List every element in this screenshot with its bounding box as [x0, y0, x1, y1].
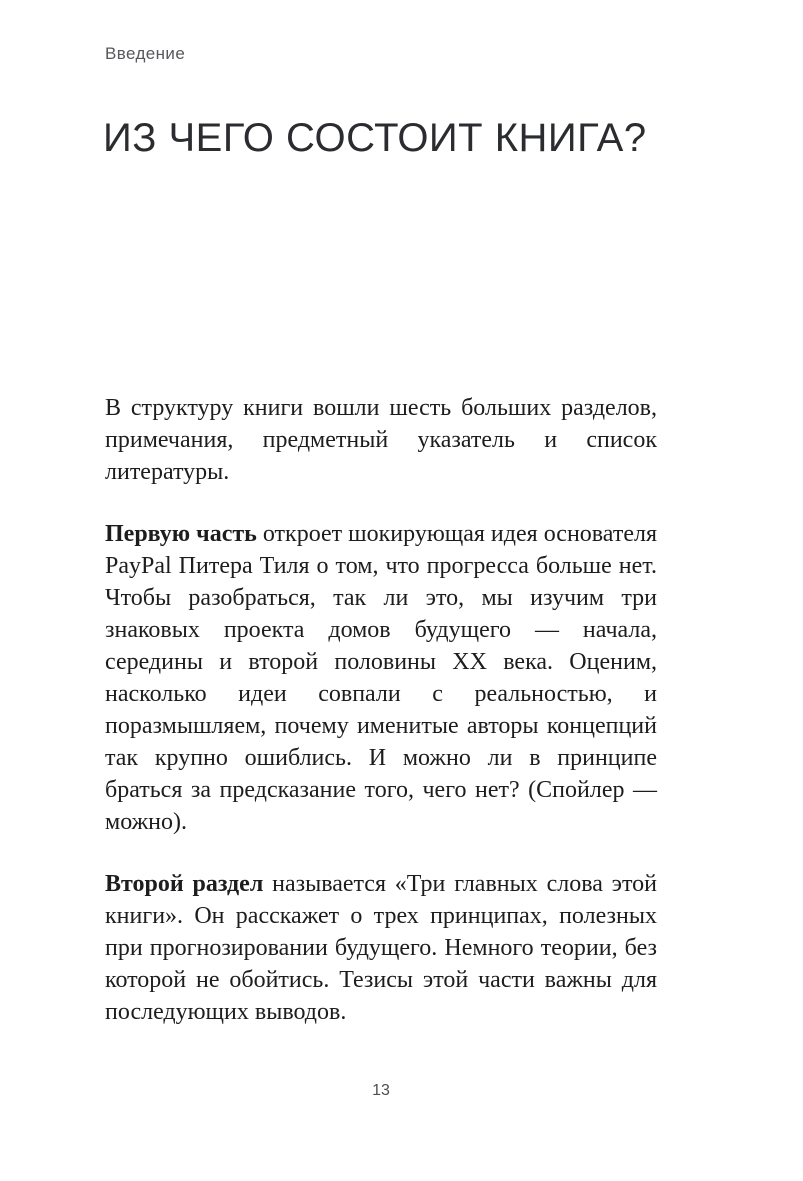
- paragraph-1: [105, 392, 657, 488]
- paragraph-2: [105, 518, 657, 838]
- paragraph-2-text: откроет шокирующая идея основателя PayPal Питера Тиля о том, что прогресса больше нет. Чтобы разобраться, так ли это, мы изучим три знаковых проекта домов будущего — начала, середины и второй половины XX века. Оценим, насколько идеи совпали с реальностью, и поразмышляем, почему именитые авторы концепций так крупно ошиблись. И можно ли в принципе браться за предсказание того, чего нет? (Спойлер — можно).: [105, 521, 657, 835]
- paragraph-3: [105, 868, 657, 1028]
- paragraph-2-lead: Первую часть: [105, 521, 257, 547]
- running-header: Введение: [105, 44, 186, 63]
- paragraph-1-text: В структуру книги вошли шесть больших разделов, примечания, предметный указатель и список литературы.: [105, 395, 657, 485]
- page-number: 13: [372, 1082, 390, 1099]
- chapter-title: ИЗ ЧЕГО СОСТОИТ КНИГА?: [103, 116, 647, 160]
- paragraph-3-text: называется «Три главных слова этой книги». Он расскажет о трех принципах, полезных при прогнозировании будущего. Немного теории, без которой не обойтись. Тезисы этой части важны для последующих выводов.: [105, 871, 657, 1025]
- body-text: [105, 392, 657, 1028]
- paragraph-3-lead: Второй раздел: [105, 871, 264, 897]
